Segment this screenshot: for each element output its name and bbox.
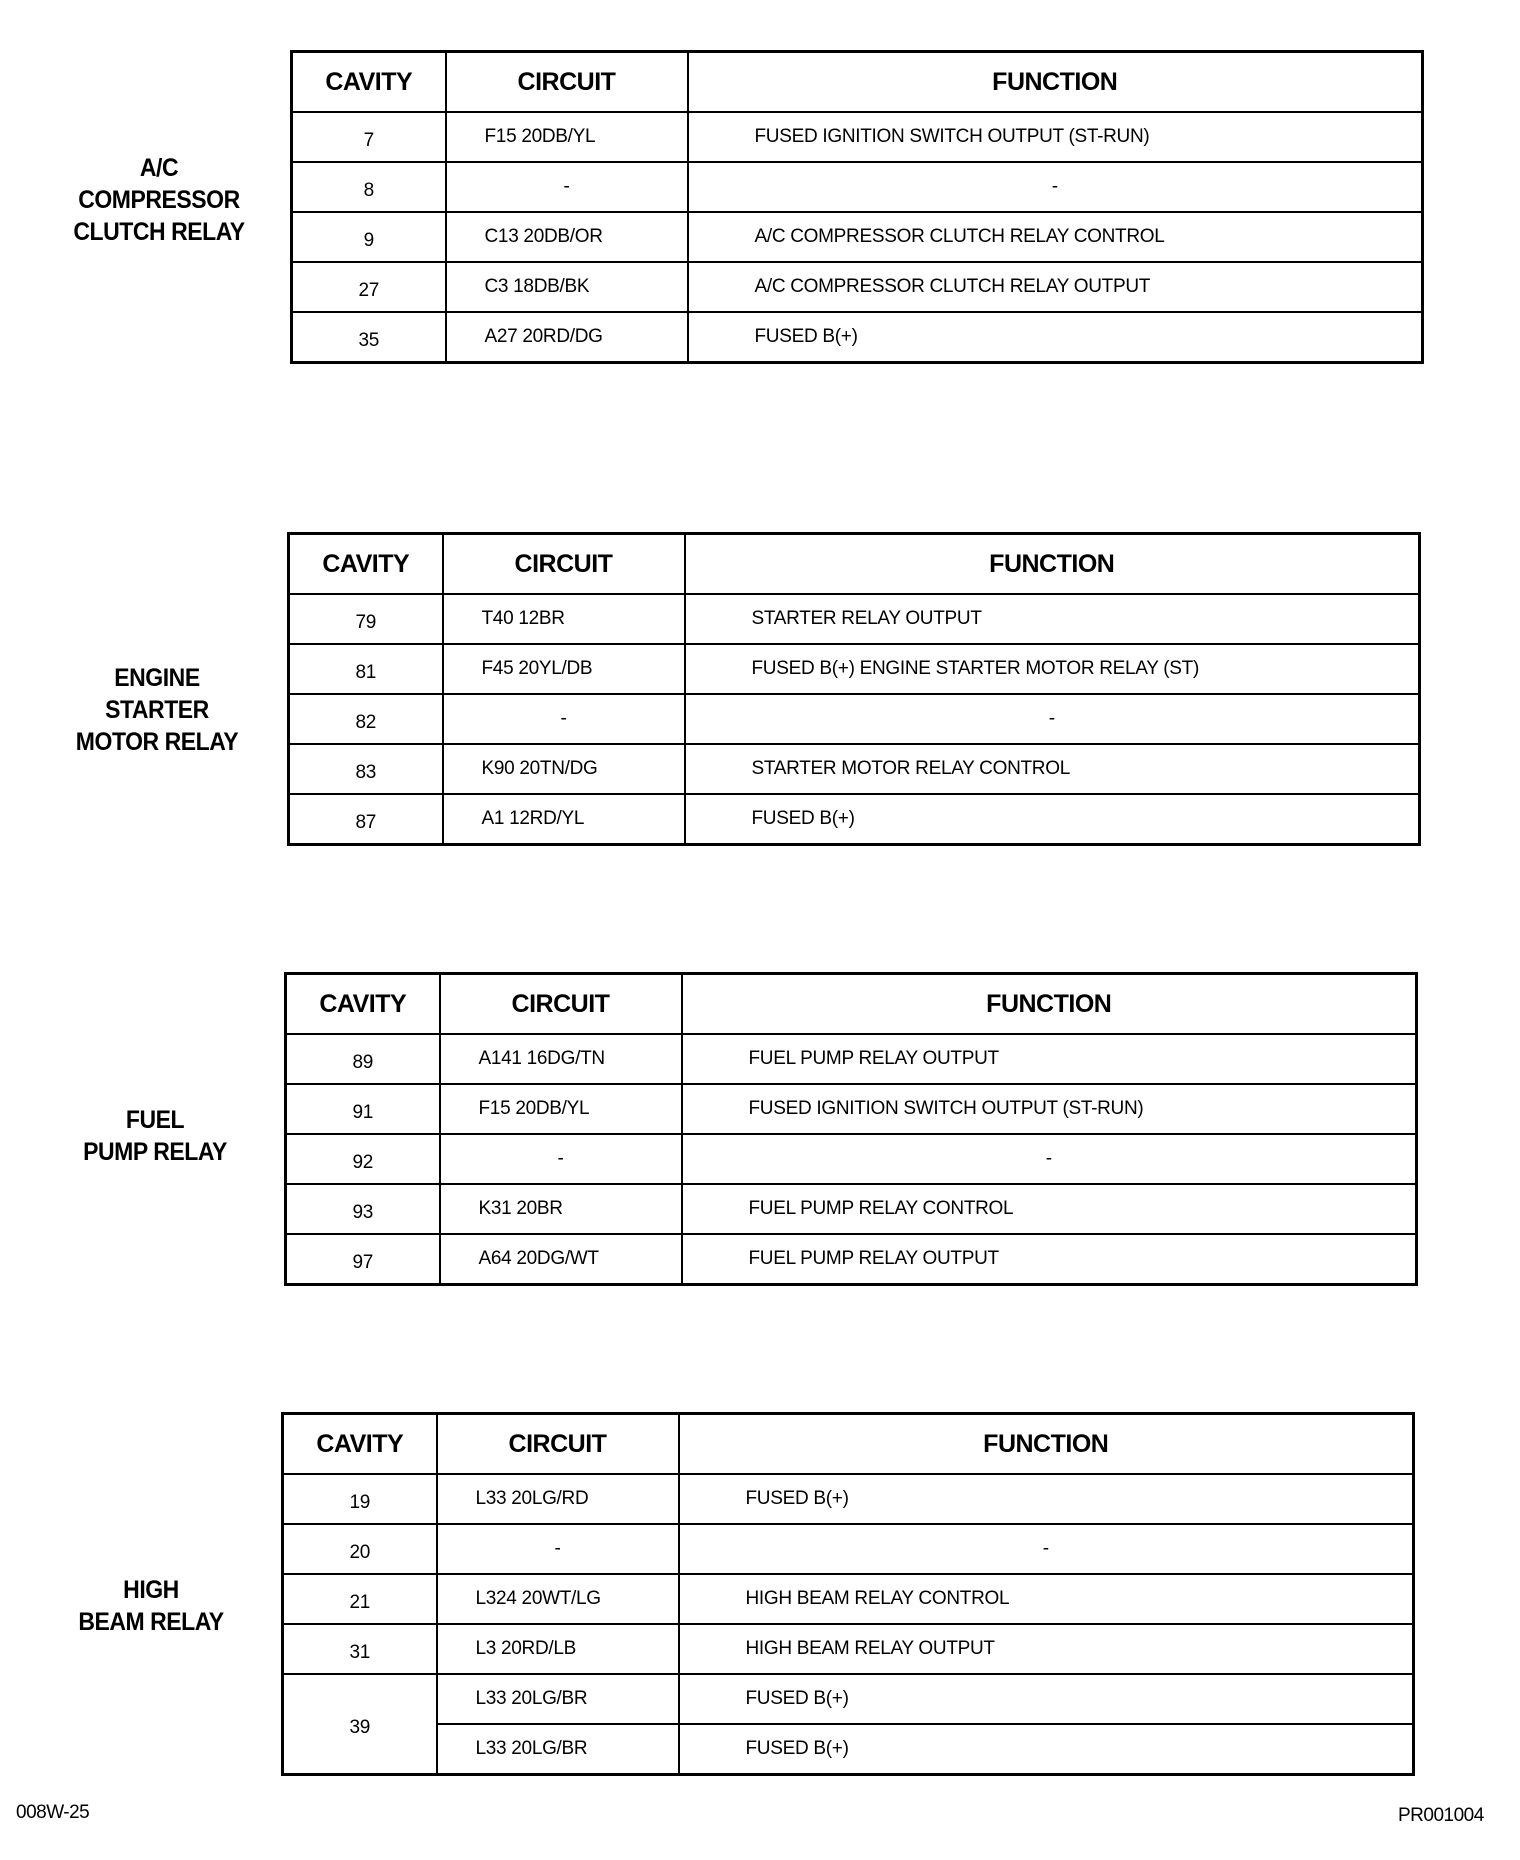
table-row [283, 1674, 1414, 1724]
circuit-cell: - [437, 1524, 679, 1574]
function-cell: A/C COMPRESSOR CLUTCH RELAY OUTPUT [688, 262, 1423, 312]
table-row [292, 312, 1423, 363]
table-row [286, 1234, 1417, 1285]
table-row [283, 1524, 1414, 1574]
header-row [292, 52, 1423, 113]
function-cell: FUSED B(+) [679, 1724, 1414, 1775]
function-header: FUNCTION [685, 534, 1420, 595]
cavity-cell: 92 [286, 1134, 440, 1184]
header-row [286, 974, 1417, 1035]
table-row [289, 644, 1420, 694]
circuit-header: CIRCUIT [443, 534, 685, 595]
cavity-cell: 20 [283, 1524, 437, 1574]
relay-label-line: FUEL [125, 1106, 185, 1134]
function-cell: - [679, 1524, 1414, 1574]
function-cell: FUSED IGNITION SWITCH OUTPUT (ST-RUN) [688, 112, 1423, 162]
function-cell: FUSED B(+) ENGINE STARTER MOTOR RELAY (ST) [685, 644, 1420, 694]
table-row [286, 1084, 1417, 1134]
table-row [289, 594, 1420, 644]
cavity-cell: 83 [289, 744, 443, 794]
cavity-cell: 21 [283, 1574, 437, 1624]
figure-id: PR001004 [1398, 1805, 1484, 1826]
cavity-cell: 93 [286, 1184, 440, 1234]
pin-table [290, 50, 1424, 364]
relay-label-line: ENGINE [114, 664, 200, 692]
circuit-cell: L33 20LG/BR [437, 1724, 679, 1775]
table-row [286, 1134, 1417, 1184]
table-row [283, 1724, 1414, 1775]
table-row [292, 262, 1423, 312]
function-cell: - [685, 694, 1420, 744]
relay-label-line: STARTER [105, 696, 209, 724]
cavity-cell: 19 [283, 1474, 437, 1524]
circuit-cell: L33 20LG/RD [437, 1474, 679, 1524]
table-row [289, 744, 1420, 794]
circuit-header: CIRCUIT [440, 974, 682, 1035]
relay-label-line: A/C [139, 154, 179, 182]
relay-label-line: CLUTCH RELAY [73, 218, 245, 246]
cavity-header: CAVITY [283, 1414, 437, 1475]
circuit-cell: A64 20DG/WT [440, 1234, 682, 1285]
table-row [289, 694, 1420, 744]
cavity-cell: 31 [283, 1624, 437, 1674]
table-row [292, 212, 1423, 262]
cavity-cell: 27 [292, 262, 446, 312]
cavity-cell: 8 [292, 162, 446, 212]
relay-label-line: HIGH [123, 1576, 179, 1604]
pin-table [281, 1412, 1415, 1776]
cavity-cell: 35 [292, 312, 446, 363]
function-cell: FUSED B(+) [679, 1674, 1414, 1724]
pin-table [287, 532, 1421, 846]
circuit-cell: K31 20BR [440, 1184, 682, 1234]
circuit-cell: - [440, 1134, 682, 1184]
pin-table [284, 972, 1418, 1286]
function-cell: FUEL PUMP RELAY OUTPUT [682, 1034, 1417, 1084]
function-cell: STARTER MOTOR RELAY CONTROL [685, 744, 1420, 794]
function-cell: A/C COMPRESSOR CLUTCH RELAY CONTROL [688, 212, 1423, 262]
cavity-cell: 87 [289, 794, 443, 845]
table-row [286, 1034, 1417, 1084]
cavity-cell: 79 [289, 594, 443, 644]
cavity-header: CAVITY [289, 534, 443, 595]
table-row [292, 112, 1423, 162]
relay-label-line: MOTOR RELAY [75, 728, 239, 756]
cavity-cell: 9 [292, 212, 446, 262]
header-row [283, 1414, 1414, 1475]
cavity-cell: 89 [286, 1034, 440, 1084]
cavity-header: CAVITY [286, 974, 440, 1035]
relay-label [35, 152, 283, 248]
table-row [283, 1474, 1414, 1524]
circuit-cell: A27 20RD/DG [446, 312, 688, 363]
circuit-cell: L324 20WT/LG [437, 1574, 679, 1624]
relay-label [33, 662, 281, 758]
cavity-cell: 39 [283, 1674, 437, 1775]
circuit-cell: C3 18DB/BK [446, 262, 688, 312]
function-cell: - [688, 162, 1423, 212]
function-cell: FUSED B(+) [685, 794, 1420, 845]
cavity-cell: 7 [292, 112, 446, 162]
circuit-cell: F15 20DB/YL [446, 112, 688, 162]
cavity-cell: 81 [289, 644, 443, 694]
function-cell: - [682, 1134, 1417, 1184]
table-row [292, 162, 1423, 212]
figure-code: 008W-25 [16, 1802, 90, 1823]
function-cell: FUEL PUMP RELAY CONTROL [682, 1184, 1417, 1234]
relay-label-line: BEAM RELAY [78, 1608, 224, 1636]
circuit-cell: K90 20TN/DG [443, 744, 685, 794]
relay-label [27, 1574, 275, 1638]
circuit-cell: L33 20LG/BR [437, 1674, 679, 1724]
relay-label-line: PUMP RELAY [83, 1138, 227, 1166]
cavity-cell: 97 [286, 1234, 440, 1285]
function-cell: FUEL PUMP RELAY OUTPUT [682, 1234, 1417, 1285]
function-header: FUNCTION [682, 974, 1417, 1035]
circuit-cell: F15 20DB/YL [440, 1084, 682, 1134]
cavity-header: CAVITY [292, 52, 446, 113]
function-cell: FUSED B(+) [679, 1474, 1414, 1524]
table-row [289, 794, 1420, 845]
circuit-header: CIRCUIT [437, 1414, 679, 1475]
function-header: FUNCTION [688, 52, 1423, 113]
circuit-cell: L3 20RD/LB [437, 1624, 679, 1674]
circuit-cell: A141 16DG/TN [440, 1034, 682, 1084]
table-row [286, 1184, 1417, 1234]
cavity-cell: 82 [289, 694, 443, 744]
function-cell: HIGH BEAM RELAY CONTROL [679, 1574, 1414, 1624]
table-row [283, 1574, 1414, 1624]
function-cell: HIGH BEAM RELAY OUTPUT [679, 1624, 1414, 1674]
function-cell: FUSED B(+) [688, 312, 1423, 363]
cavity-cell: 91 [286, 1084, 440, 1134]
function-cell: STARTER RELAY OUTPUT [685, 594, 1420, 644]
circuit-cell: C13 20DB/OR [446, 212, 688, 262]
circuit-cell: T40 12BR [443, 594, 685, 644]
circuit-cell: - [443, 694, 685, 744]
table-row [283, 1624, 1414, 1674]
circuit-header: CIRCUIT [446, 52, 688, 113]
function-cell: FUSED IGNITION SWITCH OUTPUT (ST-RUN) [682, 1084, 1417, 1134]
circuit-cell: - [446, 162, 688, 212]
circuit-cell: F45 20YL/DB [443, 644, 685, 694]
circuit-cell: A1 12RD/YL [443, 794, 685, 845]
header-row [289, 534, 1420, 595]
function-header: FUNCTION [679, 1414, 1414, 1475]
relay-label [31, 1104, 279, 1168]
relay-label-line: COMPRESSOR [78, 186, 240, 214]
